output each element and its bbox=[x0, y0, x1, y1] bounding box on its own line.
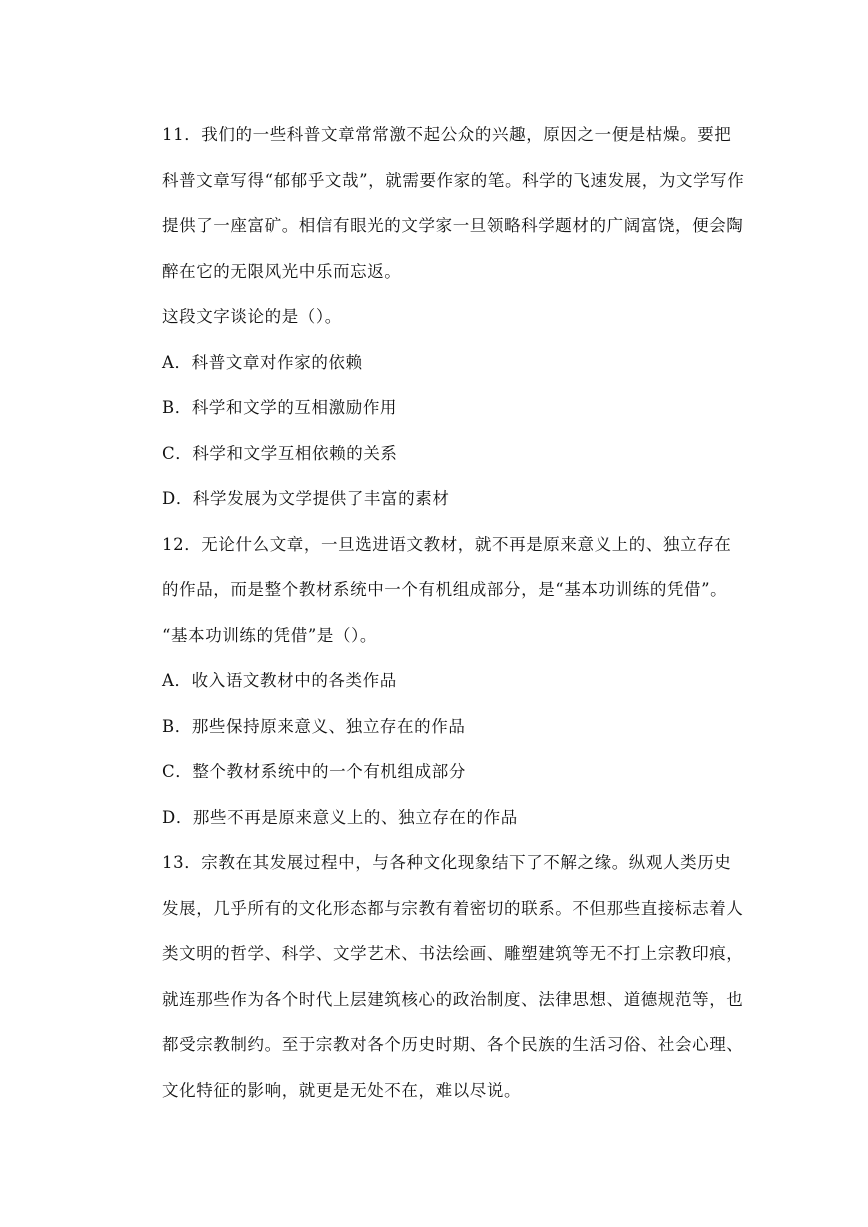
question-11 bbox=[162, 112, 747, 522]
question-column bbox=[162, 112, 747, 1113]
question-11-option-c: C．科学和文学互相依赖的关系 bbox=[162, 443, 398, 463]
question-12 bbox=[162, 522, 747, 841]
question-12-option-b: B．那些保持原来意义、独立存在的作品 bbox=[162, 716, 466, 736]
question-11-option-a: A．科普文章对作家的依赖 bbox=[162, 352, 363, 372]
question-11-option-b: B．科学和文学的互相激励作用 bbox=[162, 398, 398, 417]
question-11-prompt: 这段文字谈论的是（）。 bbox=[162, 307, 342, 326]
question-11-option-d: D．科学发展为文学提供了丰富的素材 bbox=[162, 489, 450, 508]
question-12-stem: 12．无论什么文章，一旦选进语文教材，就不再是原来意义上的、独立存在的作品，而是整个教材系统中一个有机组成部分，是“基本功训练的凭借”。 bbox=[162, 534, 732, 599]
question-12-option-a: A．收入语文教材中的各类作品 bbox=[162, 671, 397, 690]
question-12-prompt: “基本功训练的凭借”是（）。 bbox=[162, 625, 378, 645]
question-11-stem: 11．我们的一些科普文章常常激不起公众的兴趣，原因之一便是枯燥。要把科普文章写得“郁郁乎文哉”，就需要作家的笔。科学的飞速发展，为文学写作提供了一座富矿。相信有眼光的文学家一旦领略科学题材的广阔富饶，便会陶醉在它的无限风光中乐而忘返。 bbox=[162, 125, 745, 281]
question-12-option-d: D．那些不再是原来意义上的、独立存在的作品 bbox=[162, 807, 518, 827]
question-12-option-c: C．整个教材系统中的一个有机组成部分 bbox=[162, 762, 466, 781]
question-13 bbox=[162, 840, 747, 1113]
question-13-stem: 13．宗教在其发展过程中，与各种文化现象结下了不解之缘。纵观人类历史发展，几乎所有的文化形态都与宗教有着密切的联系。不但那些直接标志着人类文明的哲学、科学、文学艺术、书法绘画、雕塑建筑等无不打上宗教印痕，就连那些作为各个时代上层建筑核心的政治制度、法律思想、道德规范等，也都受宗教制约。至于宗教对各个历史时期、各个民族的生活习俗、社会心理、文化特征的影响，就更是无处不在，难以尽说。 bbox=[162, 853, 744, 1100]
